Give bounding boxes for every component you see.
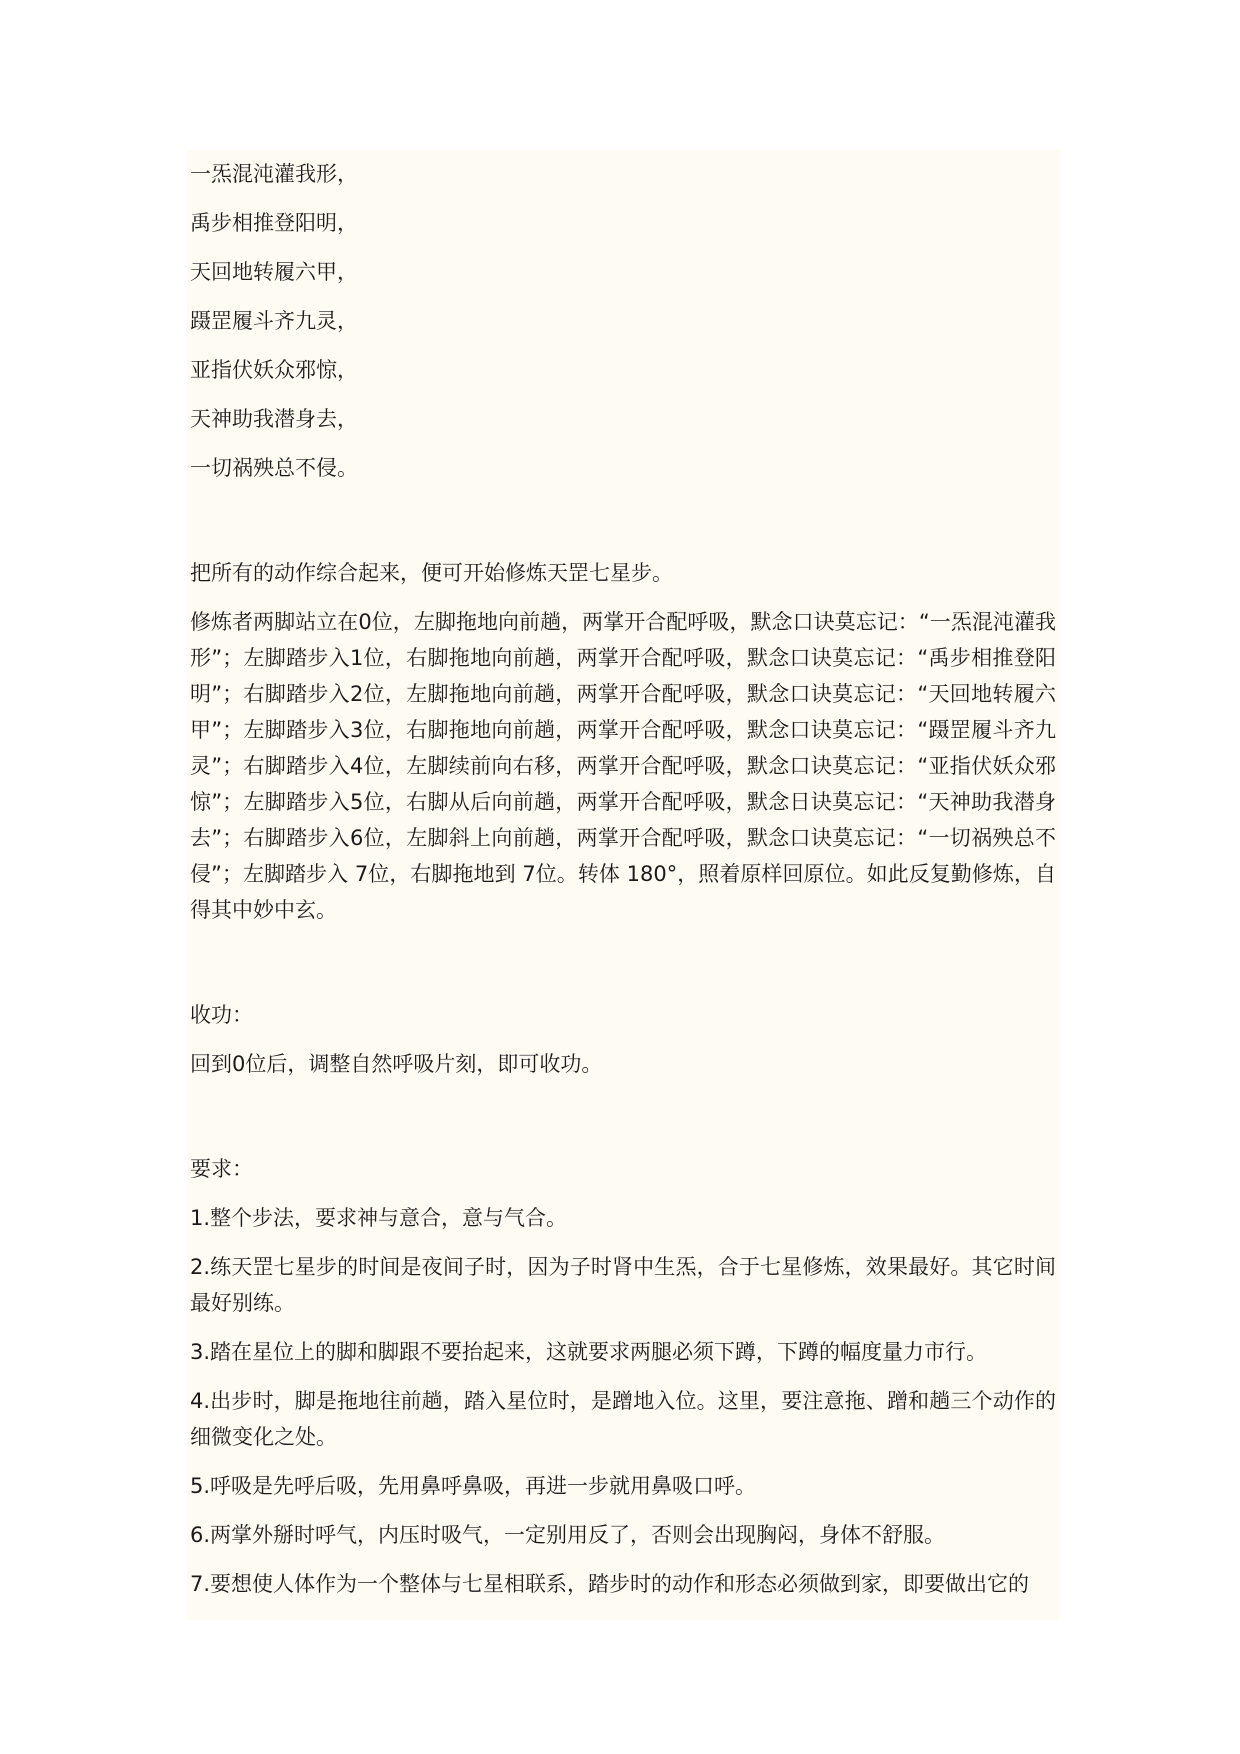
requirement-item: 4.出步时，脚是拖地往前趟，踏入星位时，是蹭地入位。这里，要注意拖、蹭和趟三个动作的细微变化之处。 [190,1389,1056,1449]
requirement-item: 7.要想使人体作为一个整体与七星相联系，踏步时的动作和形态必须做到家，即要做出它的 [190,1572,1030,1596]
requirement-item: 2.练天罡七星步的时间是夜间子时，因为子时肾中生炁，合于七星修炼，效果最好。其它时间最好别练。 [190,1255,1056,1315]
verse-line: 天神助我潜身去， [190,407,358,431]
verse-block [190,156,1056,486]
document-body [190,156,1056,1615]
section-gap [190,499,1056,555]
requirement-item: 6.两掌外掰时呼气，内压时吸气，一定别用反了，否则会出现胸闷，身体不舒服。 [190,1523,946,1547]
section-gap [190,941,1056,997]
verse-line: 蹑罡履斗齐九灵， [190,309,358,333]
verse-line: 天回地转履六甲， [190,260,358,284]
requirement-item: 5.呼吸是先呼后吸，先用鼻呼鼻吸，再进一步就用鼻吸口呼。 [190,1474,757,1498]
verse-line: 一切祸殃总不侵。 [190,456,358,480]
verse-line: 一炁混沌灌我形， [190,162,358,186]
closing-heading: 收功： [190,1003,253,1027]
section-gap [190,1095,1056,1151]
requirement-item: 3.踏在星位上的脚和脚跟不要抬起来，这就要求两腿必须下蹲，下蹲的幅度量力市行。 [190,1340,988,1364]
requirements-heading: 要求： [190,1157,253,1181]
practice-steps: 修炼者两脚站立在0位，左脚拖地向前趟，两掌开合配呼吸，默念口诀莫忘记：“一炁混沌灌我形”；左脚踏步入1位，右脚拖地向前趟，两掌开合配呼吸，默念口诀莫忘记：“禹步相推登阳明”；右脚踏步入2位，左脚拖地向前趟，两掌开合配呼吸，默念口诀莫忘记：“天回地转履六甲”；左脚踏步入3位，右脚拖地向前趟，两掌开合配呼吸，默念口诀莫忘记：“蹑罡履斗齐九灵”；右脚踏步入4位，左脚续前向右移，两掌开合配呼吸，默念口诀莫忘记：“亚指伏妖众邪惊”；左脚踏步入5位，右脚从后向前趟，两掌开合配呼吸，默念日诀莫忘记：“天神助我潜身去”；右脚踏步入6位，左脚斜上向前趟，两掌开合配呼吸，默念口诀莫忘记：“一切祸殃总不侵”；左脚踏步入 7位，右脚拖地到 7位。转体 180°，照着原样回原位。如此反复勤修炼，自得其中妙中玄。 [190,610,1056,922]
verse-line: 亚指伏妖众邪惊， [190,358,358,382]
practice-intro: 把所有的动作综合起来，便可开始修炼天罡七星步。 [190,561,673,585]
requirement-item: 1.整个步法，要求神与意合，意与气合。 [190,1206,568,1230]
closing-text: 回到0位后，调整自然呼吸片刻，即可收功。 [190,1052,603,1076]
verse-line: 禹步相推登阳明， [190,211,358,235]
